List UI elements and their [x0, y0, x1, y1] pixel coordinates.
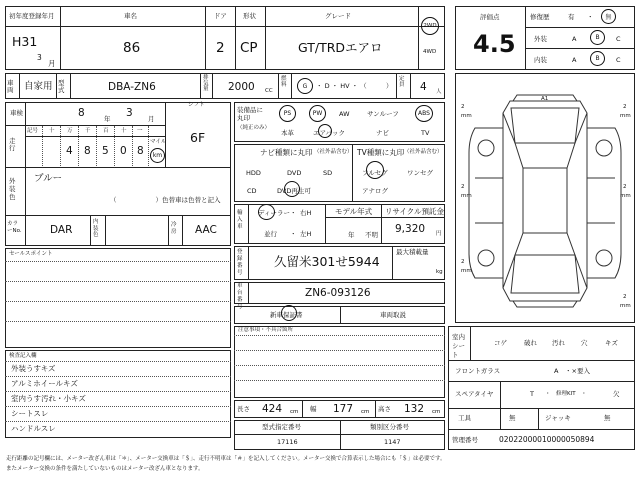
- nav-dvd-play: DVD再生可: [277, 187, 311, 195]
- inspector-label: 検査記入欄: [9, 353, 37, 359]
- diagram-a1: A1: [541, 96, 549, 102]
- shape-value: CP: [240, 40, 258, 56]
- windshield-mark: ・×要入: [565, 367, 590, 375]
- nav-dvd: DVD: [287, 169, 302, 177]
- sales-point-label: セールスポイント: [9, 251, 53, 257]
- chassis-value: ZN6-093126: [305, 287, 371, 299]
- digit-label-10man: 十: [49, 128, 55, 134]
- nav-sub: （社外品含む）: [314, 149, 353, 155]
- chassis-label: 車台番号: [237, 283, 243, 311]
- inspection-label: 車検: [10, 109, 23, 117]
- mileage-unit-mile: マイル: [150, 139, 167, 145]
- windshield-label: フロントガラス: [455, 367, 501, 375]
- displacement-label: 排気量: [203, 75, 209, 92]
- color-value: ブルー: [34, 173, 63, 184]
- tv-label: TV種類に丸印: [357, 148, 405, 157]
- category-value: 1147: [384, 438, 401, 446]
- diagram-mm-mr: mm: [620, 193, 631, 199]
- dim-width-unit: cm: [361, 409, 370, 415]
- interior-c: C: [616, 56, 621, 64]
- diagram-num-bl: 2: [461, 259, 465, 265]
- exterior-b-circle: B: [590, 30, 605, 45]
- equip-sunroof: サンルーフ: [367, 110, 399, 118]
- doors-label: ドア: [214, 12, 227, 20]
- fuel-label: 燃料: [281, 76, 287, 88]
- seat-scratch: キズ: [605, 339, 618, 347]
- spare-t: T: [530, 390, 534, 398]
- dim-length-unit: cm: [290, 409, 299, 415]
- recycle-label: リサイクル預託金: [385, 207, 444, 216]
- car-body-outline: [503, 101, 587, 301]
- notes-box: [234, 326, 445, 398]
- ac-label: 冷房: [171, 222, 177, 235]
- shape-label: 形状: [243, 12, 256, 20]
- nav-hdd: HDD: [246, 169, 261, 177]
- footer-line2: またメーター交換の条件を満たしていないものはメーター改ざん車となります。: [6, 466, 204, 472]
- model-year-label: モデル年式: [335, 207, 373, 216]
- grade-label: グレード: [325, 12, 351, 20]
- color-no-value: DAR: [50, 224, 73, 236]
- score-label: 評価点: [480, 13, 500, 21]
- interior-b-circle: B: [590, 51, 605, 66]
- equipment-sub: （純正のみ）: [237, 125, 271, 131]
- mgmt-value: 02022000010000050894: [499, 435, 595, 444]
- usage-label: 車両: [7, 79, 14, 94]
- fuel-g-circle: G: [297, 78, 313, 94]
- mileage-digit: 5: [102, 145, 109, 157]
- nav-sd: SD: [323, 169, 333, 177]
- windshield-a: A: [554, 367, 559, 375]
- dim-width-label: 幅: [310, 405, 317, 413]
- car-right-side: [587, 128, 621, 278]
- mileage-digit: 4: [66, 145, 73, 157]
- mileage-label: 走行: [9, 137, 16, 152]
- notes-label: 注意事項・不具合箇所: [238, 327, 294, 333]
- model-code-value: DBA-ZN6: [108, 81, 156, 93]
- seat-hole: 穴: [581, 339, 588, 347]
- import-label: 輸入車: [237, 210, 243, 231]
- int-color-label: 内装色: [93, 219, 99, 239]
- seat-tear: 破れ: [524, 339, 537, 347]
- mileage-digit: 8: [84, 145, 91, 157]
- inspection-year-unit: 年: [104, 115, 111, 123]
- inspection-month: 3: [126, 107, 133, 119]
- import-dealer-circle: [258, 204, 275, 220]
- interior-a: A: [572, 56, 577, 64]
- shift-value: 6F: [190, 130, 206, 145]
- car-windshield: [515, 143, 575, 168]
- tools-value: 無: [509, 414, 516, 422]
- first-reg-year: H31: [12, 34, 38, 49]
- car-hood: [511, 108, 579, 143]
- seat-burn: コゲ: [494, 339, 507, 347]
- usage-value: 自家用: [24, 81, 53, 92]
- capacity-unit: 人: [436, 89, 442, 95]
- spare-fix: ・ 修理KIT ・: [545, 391, 587, 397]
- first-reg-month: 3: [37, 53, 42, 62]
- import-dot-2: ・: [290, 230, 297, 238]
- warranty-label: 新車保証書: [270, 311, 303, 319]
- bumper-rear: [513, 301, 577, 307]
- interior-seat-label: 室内シート: [452, 333, 465, 360]
- jack-value: 無: [604, 414, 611, 422]
- diagram-num-tr: 2: [623, 104, 627, 110]
- inspector-item: ハンドルスレ: [11, 424, 56, 433]
- drive-2wd-circle: 2WD: [421, 17, 439, 35]
- inspection-month-unit: 月: [148, 115, 155, 123]
- exterior-label: 外装: [534, 35, 547, 43]
- fuel-close: ）: [386, 82, 393, 90]
- repair-no-circle: 無: [601, 9, 616, 24]
- diagram-mm-br: mm: [620, 303, 631, 309]
- tv-analog: アナログ: [362, 187, 388, 195]
- equip-abs-circle: ABS: [415, 105, 433, 122]
- recycle-value: 9,320: [395, 223, 426, 235]
- spare-label: スペアタイヤ: [455, 390, 494, 398]
- mileage-digit: 8: [137, 145, 144, 157]
- repair-dot: ・: [587, 13, 594, 21]
- color-no-label: カラーNo.: [7, 221, 22, 235]
- spare-none: 欠: [613, 390, 620, 398]
- dim-height-label: 高さ: [378, 405, 391, 413]
- import-right: 右H: [300, 209, 312, 217]
- capacity-value: 4: [420, 81, 427, 93]
- score-value: 4.5: [473, 30, 516, 58]
- digit-label-sen: 千: [85, 128, 91, 134]
- equip-aw: AW: [339, 110, 350, 118]
- equip-pw-circle: PW: [309, 105, 326, 122]
- equipment-label: 装備品に丸印: [237, 106, 263, 122]
- diagram-mm-tl: mm: [461, 113, 472, 119]
- import-dot-1: ・: [290, 209, 297, 217]
- displacement-unit: CC: [265, 88, 273, 94]
- digit-label-juu: 十: [121, 128, 127, 134]
- recycle-unit: 円: [436, 231, 442, 237]
- diagram-mm-bl: mm: [461, 268, 472, 274]
- airbag-circle: [318, 124, 332, 138]
- warranty-circle: [281, 305, 297, 321]
- inspector-item: シートスレ: [11, 409, 49, 418]
- dim-height-unit: cm: [432, 409, 441, 415]
- dim-length-label: 長さ: [237, 405, 250, 413]
- mileage-km-circle: km: [150, 148, 165, 163]
- equip-ps-circle: PS: [279, 105, 296, 122]
- category-label: 類別区分番号: [370, 423, 409, 431]
- model-year-unknown: 不明: [365, 231, 378, 239]
- equip-leather: 本革: [281, 129, 294, 137]
- car-roof: [523, 168, 567, 233]
- displacement-value: 2000: [228, 81, 255, 93]
- nav-dvdplay-circle: [284, 181, 300, 197]
- doors-value: 2: [216, 40, 225, 56]
- manual-label: 車両取説: [380, 311, 406, 319]
- digit-label-ichi: 一: [137, 128, 143, 134]
- reg-no-value: 久留米301せ5944: [274, 254, 380, 269]
- diagram-num-br: 2: [623, 294, 627, 300]
- model-name-label: 車名: [124, 12, 137, 20]
- model-name-value: 86: [123, 40, 141, 56]
- reg-no-label: 登録番号: [237, 249, 243, 277]
- mileage-digit: 0: [120, 145, 127, 157]
- exterior-c: C: [616, 35, 621, 43]
- repair-label: 修復歴: [530, 13, 550, 21]
- inspector-item: 外装うすキズ: [11, 364, 56, 373]
- inspection-year: 8: [78, 107, 85, 119]
- max-load-label: 最大積載量: [396, 248, 429, 256]
- import-parallel: 並行: [264, 230, 277, 238]
- tv-oneseg: ワンセグ: [407, 169, 433, 177]
- dim-width: 177: [333, 403, 354, 415]
- digit-label-hyaku: 百: [103, 128, 109, 134]
- model-year-unit: 年: [348, 231, 355, 239]
- repair-yes: 有: [568, 13, 575, 21]
- fuel-rest: ・ D ・ HV ・ （: [316, 82, 367, 90]
- mgmt-label: 管理番号: [452, 436, 478, 444]
- diagram-num-mr: 2: [623, 184, 627, 190]
- mileage-kigo: 記号: [27, 128, 39, 134]
- import-left: 左H: [300, 230, 312, 238]
- import-dealer: ディーラー: [258, 209, 290, 217]
- diagram-num-tl: 2: [461, 104, 465, 110]
- color-note: （ ）色替車は色替と記入: [110, 196, 221, 204]
- inspector-item: アルミホイールキズ: [11, 379, 78, 388]
- car-rear-window: [515, 233, 575, 255]
- diagram-mm-ml: mm: [461, 193, 472, 199]
- wheel-fl: [478, 140, 494, 156]
- dim-length: 424: [262, 403, 283, 415]
- equip-tv: TV: [421, 129, 430, 137]
- jack-label: ジャッキ: [545, 414, 571, 422]
- tv-fullseg: フルセグ: [362, 169, 388, 177]
- car-trunk: [511, 255, 579, 293]
- capacity-label: 定員: [399, 76, 405, 88]
- diagram-mm-tr: mm: [620, 113, 631, 119]
- drive-4wd: 4WD: [423, 49, 437, 55]
- footer-line1: 走行距離の記号欄には、メーター改ざん車は「＊」、メーター交換車は「＄」、走行不明車は「＃」を記入してください。メーター交換で合算表示した場合にも「＄」は必要です。: [6, 456, 446, 462]
- tv-fullseg-circle: [366, 161, 384, 179]
- model-code-label: 型式: [58, 79, 65, 94]
- max-load-unit: kg: [436, 269, 443, 275]
- color-label: 外装色: [9, 177, 16, 201]
- tv-sub: （社外品含む）: [404, 149, 443, 155]
- wheel-rr: [596, 250, 612, 266]
- diagram-num-ml: 2: [461, 184, 465, 190]
- nav-label: ナビ種類に丸印: [260, 148, 313, 157]
- tools-label: 工具: [458, 414, 471, 422]
- interior-label: 内装: [534, 56, 547, 64]
- wheel-fr: [596, 140, 612, 156]
- wheel-rl: [478, 250, 494, 266]
- approval-label: 型式指定番号: [262, 423, 301, 431]
- grade-value: GT/TRDエアロ: [298, 40, 383, 55]
- first-reg-label: 初年度登録年月: [9, 12, 55, 20]
- digit-label-man: 万: [67, 128, 73, 134]
- equip-navi: ナビ: [376, 129, 389, 137]
- shift-label: シフト: [188, 102, 205, 108]
- nav-cd: CD: [247, 187, 257, 195]
- exterior-a: A: [572, 35, 577, 43]
- dim-height: 132: [404, 403, 425, 415]
- equip-airbag: エアバック: [313, 129, 345, 137]
- inspector-item: 室内うす汚れ・小キズ: [11, 394, 86, 403]
- seat-dirt: 汚れ: [552, 339, 565, 347]
- first-reg-month-unit: 月: [48, 59, 56, 68]
- car-left-side: [469, 128, 503, 278]
- ac-value: AAC: [195, 224, 217, 236]
- car-diagram: [455, 73, 635, 323]
- approval-value: 17116: [277, 438, 298, 446]
- row-usage: [5, 73, 445, 99]
- sales-point-box: [5, 248, 231, 348]
